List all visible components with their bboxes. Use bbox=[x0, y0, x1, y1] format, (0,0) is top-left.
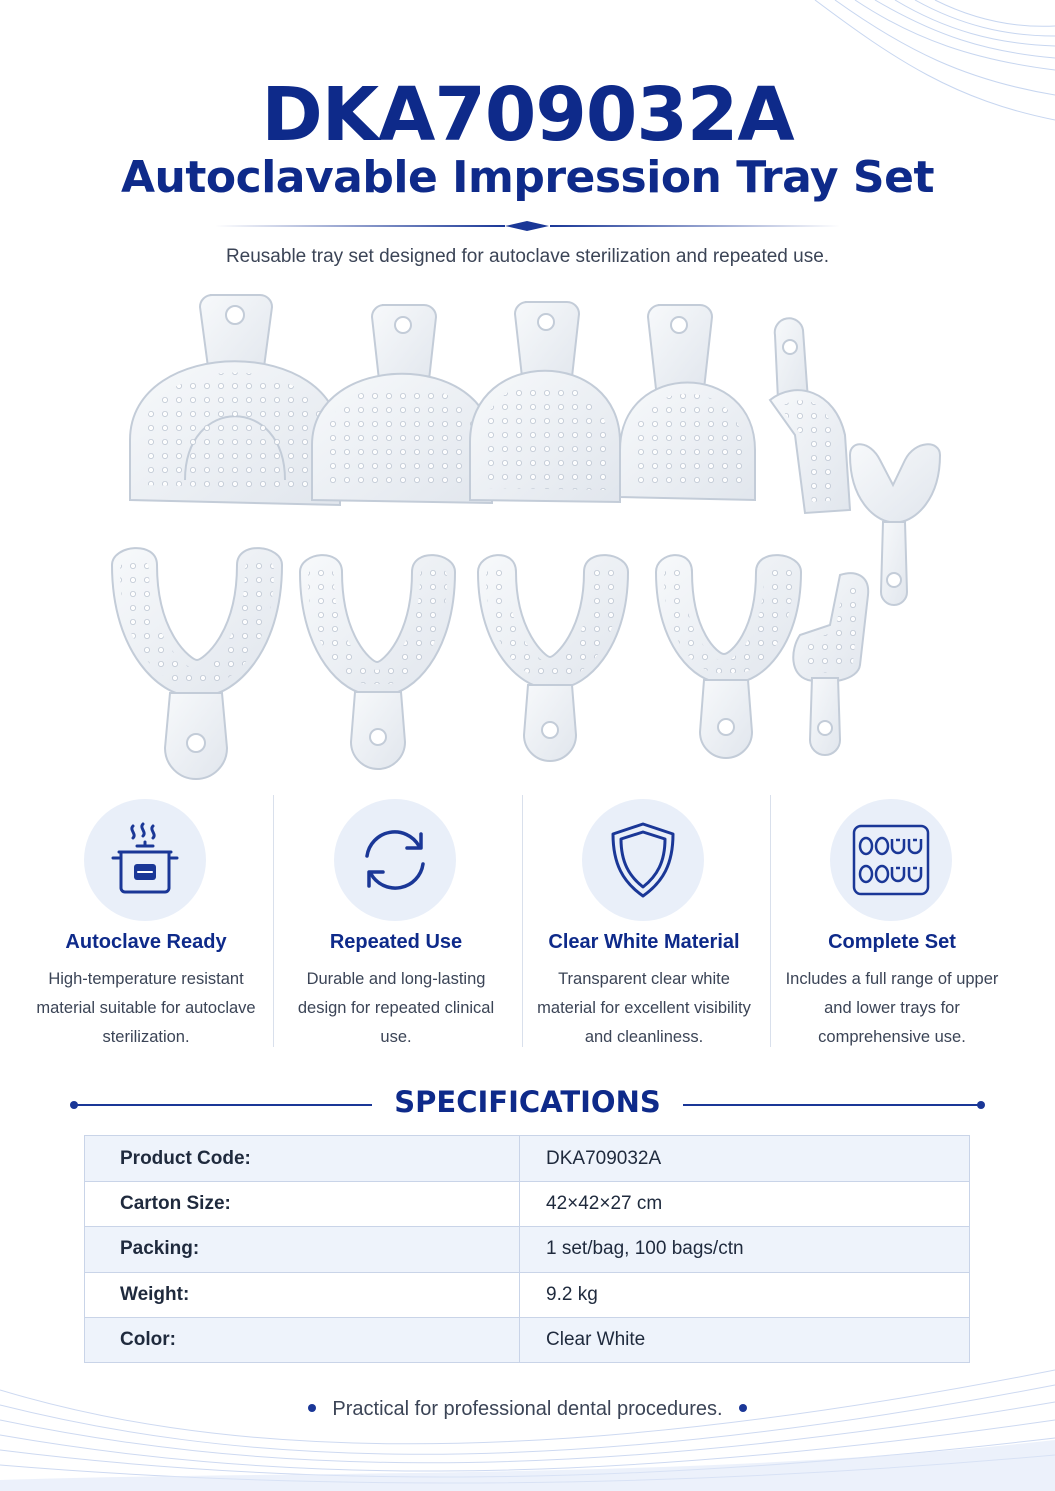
feature-icon-circle bbox=[84, 799, 206, 921]
upper-tray-medium-2 bbox=[470, 302, 620, 502]
lower-tray-large bbox=[112, 548, 282, 779]
lower-tray-medium-2 bbox=[478, 555, 628, 761]
feature-icon-circle bbox=[582, 799, 704, 921]
spec-value: 1 set/bag, 100 bags/ctn bbox=[546, 1238, 744, 1260]
partial-tray-lower bbox=[793, 573, 868, 755]
refresh-cycle-icon bbox=[355, 820, 435, 900]
product-code-title: DKA709032A bbox=[261, 72, 794, 158]
title-divider bbox=[215, 218, 840, 234]
tray-set-grid-icon bbox=[851, 820, 931, 900]
shield-icon bbox=[603, 820, 683, 900]
spec-label: Color: bbox=[85, 1318, 520, 1362]
spec-value: DKA709032A bbox=[546, 1147, 662, 1169]
feature-complete-set bbox=[768, 795, 1016, 1050]
feature-description: High-temperature resistant material suitable for autoclave sterilization. bbox=[36, 970, 256, 1046]
feature-autoclave-ready bbox=[22, 795, 270, 1050]
lower-tray-small bbox=[656, 555, 801, 758]
spec-label: Weight: bbox=[85, 1273, 520, 1317]
heading-right-dot bbox=[977, 1101, 985, 1109]
lower-tray-medium-1 bbox=[300, 555, 455, 769]
heading-right-line bbox=[683, 1104, 981, 1106]
spec-label: Product Code: bbox=[85, 1136, 520, 1181]
feature-repeated-use bbox=[272, 795, 520, 1050]
specifications-heading: SPECIFICATIONS bbox=[394, 1085, 661, 1119]
upper-tray-medium-1 bbox=[312, 305, 492, 503]
feature-icon-circle bbox=[830, 799, 952, 921]
feature-title: Repeated Use bbox=[329, 931, 463, 953]
table-row bbox=[85, 1226, 969, 1271]
bullet-dot bbox=[308, 1404, 316, 1412]
feature-description: Includes a full range of upper and lower trays for comprehensive use. bbox=[785, 970, 999, 1046]
specifications-table bbox=[84, 1135, 970, 1363]
table-row bbox=[85, 1317, 969, 1362]
table-row bbox=[85, 1181, 969, 1226]
partial-tray-upper bbox=[770, 318, 850, 513]
upper-tray-large bbox=[130, 295, 340, 505]
spec-label: Packing: bbox=[85, 1227, 520, 1271]
upper-tray-small bbox=[620, 305, 755, 500]
table-row bbox=[85, 1136, 969, 1181]
feature-icon-circle bbox=[334, 799, 456, 921]
spec-label: Carton Size: bbox=[85, 1182, 520, 1226]
feature-description: Durable and long-lasting design for repeated clinical use. bbox=[297, 970, 495, 1046]
product-tagline: Reusable tray set designed for autoclave sterilization and repeated use. bbox=[225, 246, 830, 267]
product-name-subtitle: Autoclavable Impression Tray Set bbox=[121, 152, 934, 203]
feature-title: Autoclave Ready bbox=[65, 931, 227, 953]
footer-note-text: Practical for professional dental procedures. bbox=[332, 1398, 723, 1420]
footer-note bbox=[0, 1398, 1055, 1421]
bullet-dot bbox=[739, 1404, 747, 1412]
feature-clear-white-material bbox=[520, 795, 768, 1050]
feature-description: Transparent clear white material for excellent visibility and cleanliness. bbox=[537, 970, 751, 1046]
spec-value: Clear White bbox=[546, 1328, 646, 1350]
spec-value: 9.2 kg bbox=[546, 1283, 598, 1305]
product-image-tray-set bbox=[100, 290, 960, 780]
spec-value: 42×42×27 cm bbox=[546, 1193, 663, 1215]
feature-title: Complete Set bbox=[828, 931, 956, 953]
feature-title: Clear White Material bbox=[548, 931, 740, 953]
autoclave-pot-icon bbox=[105, 820, 185, 900]
table-row bbox=[85, 1272, 969, 1317]
feature-list bbox=[22, 795, 1032, 1050]
